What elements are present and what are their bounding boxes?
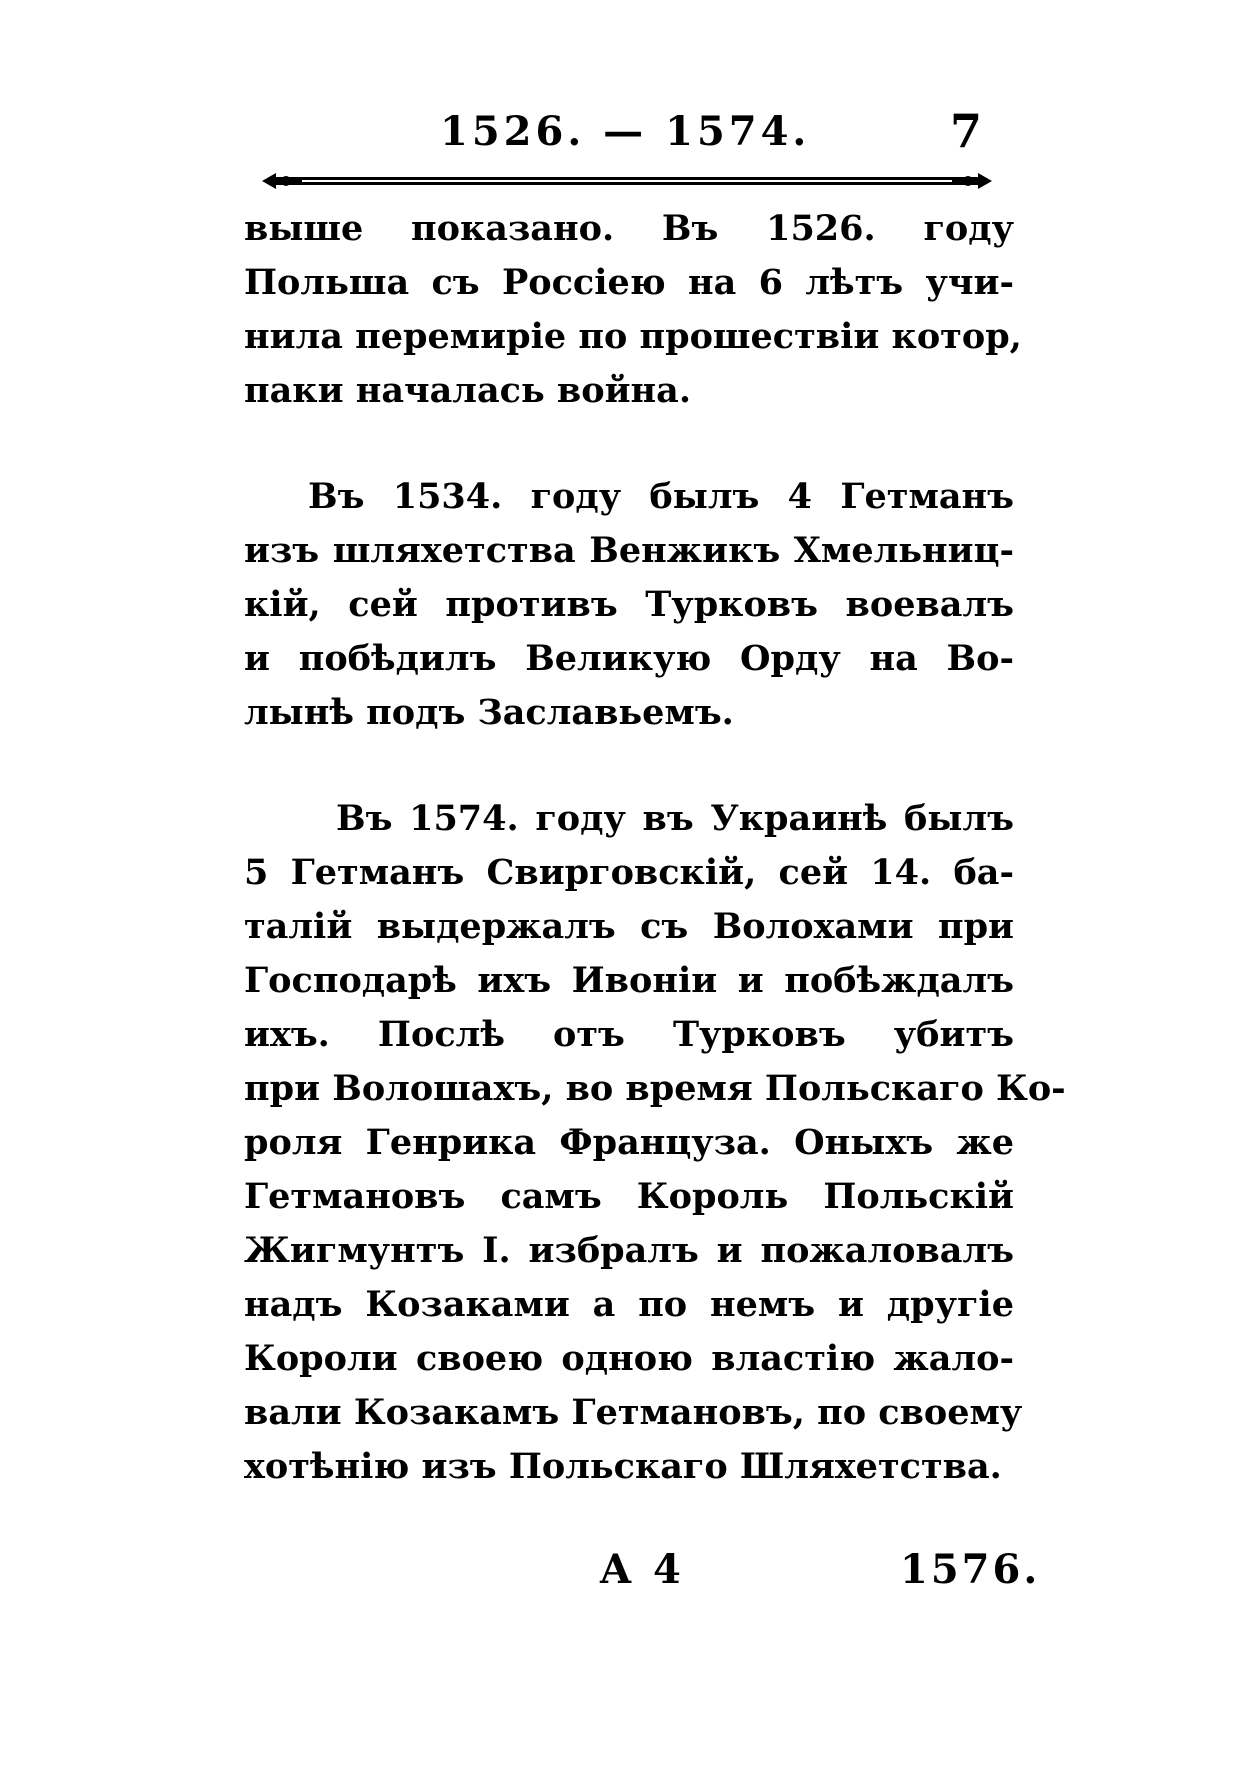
running-head-years: 1526. — 1574. — [440, 108, 811, 155]
text-line: вали Козакамъ Гетмановъ, по своему — [244, 1392, 1023, 1433]
text-line: талій выдержалъ съ Волохами при — [244, 906, 1014, 947]
signature-mark: A 4 — [600, 1546, 685, 1593]
text-line: выше показано. Въ 1526. году — [244, 208, 1014, 249]
text-line: Въ 1534. году былъ 4 Гетманъ — [308, 476, 1014, 517]
text-line: хотѣнію изъ Польскаго Шляхетства. — [244, 1446, 1002, 1487]
text-line: лынѣ подъ Заславьемъ. — [244, 692, 734, 733]
text-line: паки началась война. — [244, 370, 692, 411]
text-line: роля Генрика Француза. Оныхъ же — [244, 1122, 1014, 1163]
text-line: Гетмановъ самъ Король Польскій — [244, 1176, 1014, 1217]
text-line: ихъ. Послѣ отъ Турковъ убитъ — [244, 1014, 1014, 1055]
text-line: 5 Гетманъ Свирговскій, сей 14. ба- — [244, 852, 1014, 893]
catchword: 1576. — [900, 1546, 1041, 1593]
text-line: нила перемиріе по прошествіи котор, — [244, 316, 1022, 357]
text-line: Жигмунтъ I. избралъ и пожаловалъ — [244, 1230, 1014, 1271]
text-line: при Волошахъ, во время Польскаго Ко- — [244, 1068, 1066, 1109]
text-line: Въ 1574. году въ Украинѣ былъ — [336, 798, 1014, 839]
page-number: 7 — [950, 104, 983, 158]
text-line: Господарѣ ихъ Ивоніи и побѣждалъ — [244, 960, 1014, 1001]
text-line: и побѣдилъ Великую Орду на Во- — [244, 638, 1014, 679]
text-line: Короли своею одною властію жало- — [244, 1338, 1014, 1379]
text-line: изъ шляхетства Венжикъ Хмельниц- — [244, 530, 1014, 571]
text-line: надъ Козаками а по немъ и другіе — [244, 1284, 1014, 1325]
text-line: кій, сей противъ Турковъ воевалъ — [244, 584, 1014, 625]
text-line: Польша съ Россіею на 6 лѣтъ учи- — [244, 262, 1014, 303]
ornamental-rule-icon — [262, 168, 992, 194]
